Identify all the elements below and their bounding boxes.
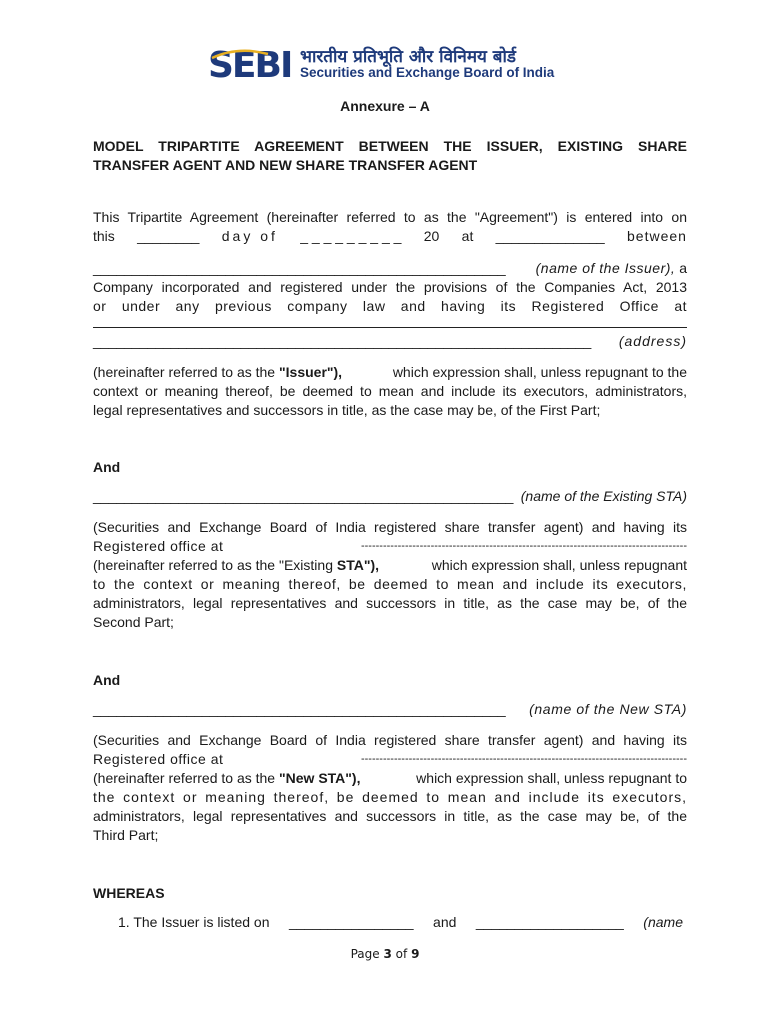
issuer-ref-line-3: legal representatives and successors in title, as the case may be, of the First Part; bbox=[93, 402, 601, 418]
new-sta-line-6: Third Part; bbox=[93, 827, 159, 843]
existing-sta-ref-b: STA"), bbox=[336, 557, 380, 573]
intro-this: this bbox=[93, 228, 115, 244]
existing-sta-line-2 bbox=[93, 537, 687, 556]
page-current: 3 bbox=[383, 947, 392, 961]
issuer-label: (name of the Issuer), bbox=[535, 260, 676, 276]
and-heading-2: And bbox=[93, 672, 121, 688]
existing-sta-office-blank: ----------------------------------------------------------------------------------------- bbox=[360, 540, 687, 552]
new-sta-ref-a: (hereinafter referred to as the bbox=[93, 770, 279, 786]
existing-sta-label: (name of the Existing STA) bbox=[520, 488, 687, 504]
intro-blank-1: ________ bbox=[137, 228, 200, 244]
issuer-name-line bbox=[93, 259, 687, 278]
issuer-ref-1b: "Issuer"), bbox=[279, 364, 343, 380]
new-sta-blank: _____________________________________________________ bbox=[93, 701, 506, 717]
sebi-english-name: Securities and Exchange Board of India bbox=[300, 65, 555, 80]
issuer-address-line bbox=[93, 332, 687, 351]
existing-sta-line-1: (Securities and Exchange Board of India registered share transfer agent) and having its bbox=[93, 519, 687, 535]
issuer-ref-1c: which expression shall, unless repugnant to the bbox=[392, 364, 687, 380]
new-sta-line-4: the context or meaning thereof, be deemed to mean and include its executors, bbox=[93, 789, 687, 805]
intro-blank-2: _ _ _ _ _ _ _ _ _ bbox=[300, 228, 402, 244]
page-of: of bbox=[395, 947, 408, 961]
issuer-tail: a bbox=[679, 260, 687, 276]
issuer-ref-line-2: context or meaning thereof, be deemed to mean and include its executors, administrators, bbox=[93, 383, 687, 399]
existing-sta-ref-c: which expression shall, unless repugnant bbox=[431, 557, 687, 573]
issuer-line-3: or under any previous company law and having its Registered Office at bbox=[93, 298, 687, 314]
existing-sta-office-label: Registered office at bbox=[93, 538, 224, 554]
existing-sta-blank: ______________________________________________________ bbox=[93, 488, 514, 504]
new-sta-line-5: administrators, legal representatives and successors in title, as the case may be, of the bbox=[93, 808, 687, 824]
new-sta-line-1: (Securities and Exchange Board of India registered share transfer agent) and having its bbox=[93, 732, 687, 748]
intro-year: 20 bbox=[423, 228, 440, 244]
issuer-ref-1a: (hereinafter referred to as the bbox=[93, 364, 279, 380]
new-sta-office-label: Registered office at bbox=[93, 751, 224, 767]
svg-text:SEBI: SEBI bbox=[208, 45, 292, 82]
issuer-divider bbox=[93, 327, 687, 328]
item-1-text: 1. The Issuer is listed on bbox=[118, 914, 270, 930]
and-heading-1: And bbox=[93, 459, 121, 475]
item-1-name: (name bbox=[643, 914, 683, 930]
existing-sta-line-3 bbox=[93, 556, 687, 575]
existing-sta-name-line bbox=[93, 487, 687, 506]
issuer-line-2: Company incorporated and registered under the provisions of the Companies Act, 2013 bbox=[93, 279, 687, 295]
page-total: 9 bbox=[411, 947, 420, 961]
whereas-item-1 bbox=[118, 913, 683, 932]
sebi-emblem-icon bbox=[208, 44, 296, 82]
intro-between: between bbox=[627, 228, 687, 244]
issuer-blank: _____________________________________________________ bbox=[93, 260, 506, 276]
existing-sta-line-6: Second Part; bbox=[93, 614, 174, 630]
new-sta-ref-c: which expression shall, unless repugnant to bbox=[416, 770, 687, 786]
new-sta-office-blank: ----------------------------------------------------------------------------------------- bbox=[360, 753, 687, 765]
page-label: Page bbox=[350, 947, 380, 961]
new-sta-line-3 bbox=[93, 769, 687, 788]
intro-at: at bbox=[461, 228, 474, 244]
item-1-blank-1: ________________ bbox=[288, 914, 414, 930]
issuer-address-blank: ________________________________________________________________ bbox=[93, 333, 592, 349]
new-sta-label: (name of the New STA) bbox=[529, 701, 687, 717]
sebi-logo bbox=[208, 44, 568, 84]
intro-day-of: day of bbox=[221, 228, 278, 244]
annexure-heading: Annexure – A bbox=[340, 98, 430, 114]
intro-blank-3: ______________ bbox=[495, 228, 605, 244]
page-number bbox=[0, 947, 770, 961]
new-sta-ref-b: "New STA"), bbox=[279, 770, 361, 786]
new-sta-line-2 bbox=[93, 750, 687, 769]
item-1-blank-2: ___________________ bbox=[475, 914, 624, 930]
whereas-heading: WHEREAS bbox=[93, 885, 165, 901]
intro-line-2 bbox=[93, 227, 687, 246]
issuer-address-label: (address) bbox=[618, 333, 687, 349]
issuer-ref-line-1 bbox=[93, 363, 687, 382]
sebi-hindi-name: भारतीय प्रतिभूति और विनिमय बोर्ड bbox=[300, 47, 517, 67]
title-line-2: TRANSFER AGENT AND NEW SHARE TRANSFER AGENT bbox=[93, 157, 478, 173]
intro-line-1: This Tripartite Agreement (hereinafter referred to as the "Agreement") is entered into on bbox=[93, 209, 687, 225]
item-1-and: and bbox=[433, 914, 457, 930]
existing-sta-line-5: administrators, legal representatives and successors in title, as the case may be, of the bbox=[93, 595, 687, 611]
existing-sta-line-4: to the context or meaning thereof, be deemed to mean and include its executors, bbox=[93, 576, 687, 592]
new-sta-name-line bbox=[93, 700, 687, 719]
title-line-1: MODEL TRIPARTITE AGREEMENT BETWEEN THE ISSUER, EXISTING SHARE bbox=[93, 138, 687, 154]
existing-sta-ref-a: (hereinafter referred to as the "Existing bbox=[93, 557, 337, 573]
